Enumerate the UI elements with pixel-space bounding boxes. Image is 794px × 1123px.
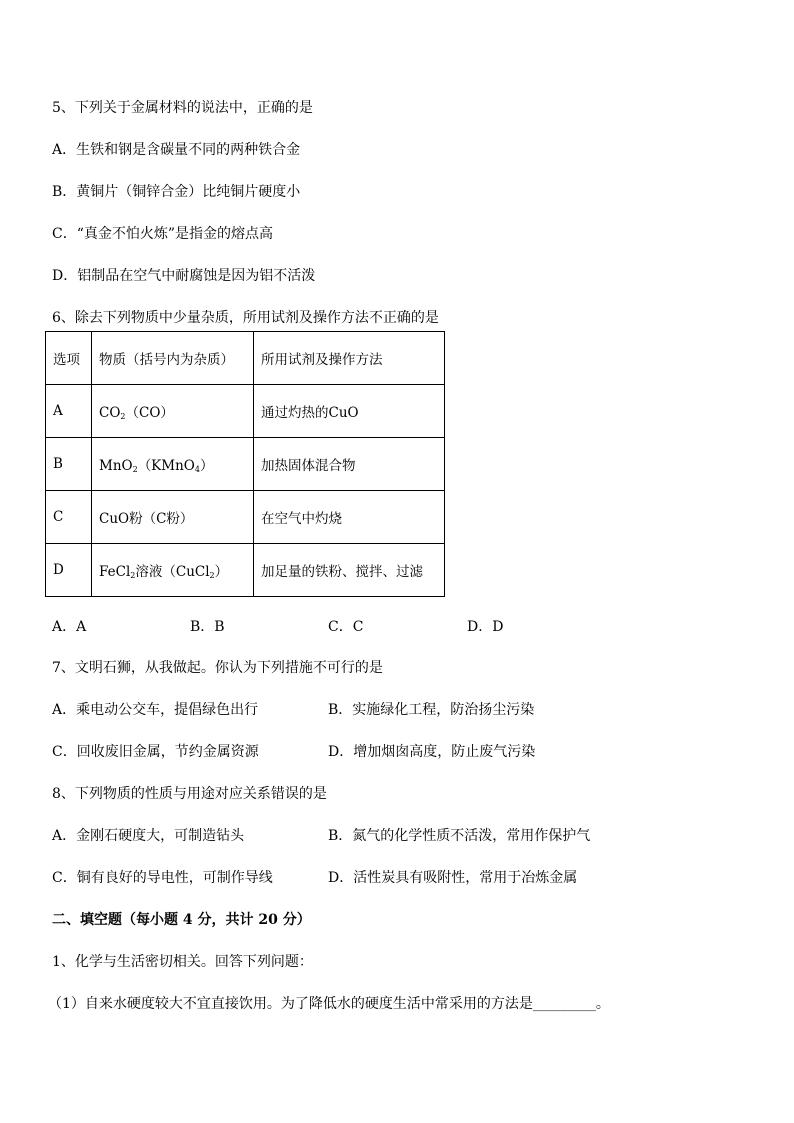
- table-header-row: [46, 332, 445, 385]
- table-cell-method: 加足量的铁粉、搅拌、过滤: [254, 544, 445, 597]
- table-header-cell: 所用试剂及操作方法: [254, 332, 445, 385]
- table-cell-substance: FeCl$_2$溶液（CuCl$_2$）: [92, 544, 254, 597]
- table-cell-substance: CuO粉（C粉）: [92, 491, 254, 544]
- table-cell-option: B: [46, 438, 92, 491]
- table-cell-option: D: [46, 544, 92, 597]
- question-7-option-b: B．实施绿化工程，防治扬尘污染: [328, 702, 535, 718]
- table-cell-method: 在空气中灼烧: [254, 491, 445, 544]
- question-8-option-c: C．铜有良好的导电性，可制作导线: [52, 870, 273, 886]
- question-7-stem: 7、文明石狮，从我做起。你认为下列措施不可行的是: [52, 660, 383, 676]
- question-8-option-d: D．活性炭具有吸附性，常用于冶炼金属: [328, 870, 578, 886]
- section-2-heading: 二、填空题（每小题 4 分，共计 20 分）: [52, 912, 311, 928]
- fill-question-1-part-1: （1）自来水硬度较大不宜直接饮用。为了降低水的硬度生活中常采用的方法是_________。: [48, 996, 610, 1012]
- question-6-option-a: A．A: [52, 619, 87, 635]
- table-cell-substance: MnO$_2$（KMnO$_4$）: [92, 438, 254, 491]
- question-8-option-b: B．氮气的化学性质不活泼，常用作保护气: [328, 828, 591, 844]
- question-6-option-b: B．B: [190, 619, 225, 635]
- table-header-cell: 物质（括号内为杂质）: [92, 332, 254, 385]
- table-cell-method: 通过灼热的CuO: [254, 385, 445, 438]
- table-cell-method: 加热固体混合物: [254, 438, 445, 491]
- question-7-option-a: A．乘电动公交车，提倡绿色出行: [52, 702, 259, 718]
- question-7-option-d: D．增加烟囱高度，防止废气污染: [328, 744, 536, 760]
- question-5-option-d: D．铝制品在空气中耐腐蚀是因为铝不活泼: [52, 268, 316, 284]
- question-7-option-c: C．回收废旧金属，节约金属资源: [52, 744, 259, 760]
- table-row: [46, 491, 445, 544]
- question-8-option-a: A．金刚石硬度大，可制造钻头: [52, 828, 245, 844]
- question-5-option-a: A．生铁和钢是含碳量不同的两种铁合金: [52, 142, 301, 158]
- question-5-stem: 5、下列关于金属材料的说法中，正确的是: [52, 100, 313, 116]
- table-row: [46, 438, 445, 491]
- table-cell-option: A: [46, 385, 92, 438]
- table-header-cell: 选项: [46, 332, 92, 385]
- question-8-stem: 8、下列物质的性质与用途对应关系错误的是: [52, 786, 327, 802]
- table-row: [46, 544, 445, 597]
- question-5-option-b: B．黄铜片（铜锌合金）比纯铜片硬度小: [52, 184, 301, 200]
- question-6-option-c: C．C: [328, 619, 364, 635]
- table-cell-substance: $CO_2(CO)$: [92, 385, 254, 438]
- impurity-removal-table: [45, 331, 445, 597]
- question-5-option-c: C．“真金不怕火炼”是指金的熔点高: [52, 226, 274, 242]
- table-row: [46, 385, 445, 438]
- question-6-stem: 6、除去下列物质中少量杂质，所用试剂及操作方法不正确的是: [52, 310, 439, 326]
- question-6-option-d: D．D: [467, 619, 504, 635]
- fill-question-1-stem: 1、化学与生活密切相关。回答下列问题：: [52, 954, 313, 970]
- table-cell-option: C: [46, 491, 92, 544]
